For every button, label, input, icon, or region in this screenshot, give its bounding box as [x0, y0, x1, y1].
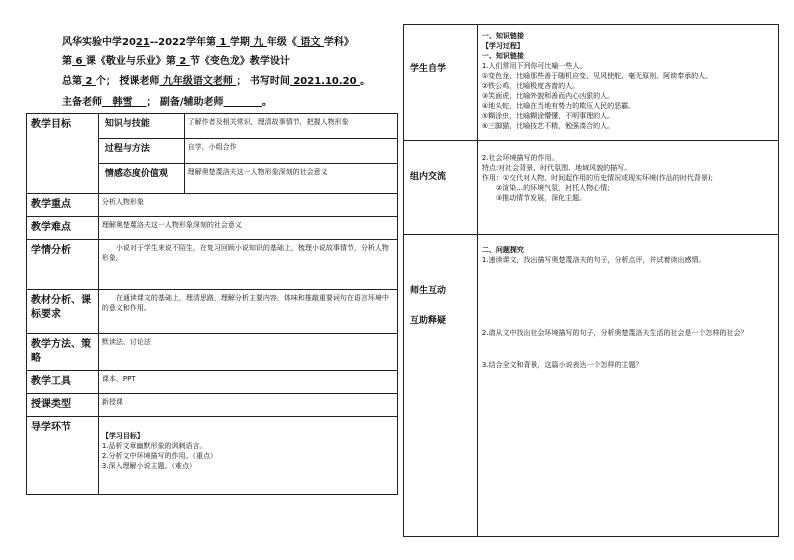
teaching-tool-label: 教学工具 — [27, 371, 99, 394]
goals-label: 教学目标 — [27, 114, 99, 194]
goal-attitude-text: 理解奥楚蔑洛夫这一人物形象深刻的社会意义 — [184, 164, 397, 194]
guide-item: 3.深入理解小说主题。（难点） — [101, 462, 197, 470]
self-line: ②铁公鸡，比喻极度吝啬的人。 — [481, 82, 580, 90]
goal-knowledge-label: 知识与技能 — [98, 114, 184, 139]
lesson-type-text: 新授课 — [98, 394, 397, 417]
group-exchange-label-text: 组内交流 — [410, 172, 447, 182]
grade-suffix: 年级《 — [266, 37, 297, 48]
interaction-label — [404, 235, 478, 537]
lesson-title: 节《变色龙》教学设计 — [189, 56, 290, 67]
learner-analysis-label: 学情分析 — [27, 240, 99, 290]
unit-title: 课《敬业与乐业》第 — [85, 56, 176, 67]
interaction-line: 二、问题探究 — [481, 246, 524, 254]
lesson-plan-table-left — [26, 113, 398, 495]
main-teacher-prefix: 主备老师 — [62, 97, 102, 108]
semester-suffix: 学期 — [229, 37, 250, 48]
goal-process-label: 过程与方法 — [98, 139, 184, 164]
assist-teacher-prefix: ； 副备/辅助老师 — [146, 97, 224, 108]
self-line: ③笑面虎，比喻外貌和善而内心凶狠的人。 — [481, 92, 615, 100]
self-study-label-text: 学生自学 — [410, 64, 447, 74]
semester-field: 1 — [215, 37, 230, 48]
self-line: 【学习过程】 — [481, 42, 524, 50]
year-prefix: 20 — [122, 37, 136, 48]
school-name: 风华实验中学 — [62, 37, 122, 48]
self-line: ⑤糊涂虫，比喻糊涂懵懂，不明事理的人。 — [481, 112, 615, 120]
total-prefix: 总第 — [62, 76, 82, 87]
date-suffix: 。 — [360, 76, 371, 87]
header-line-2 — [62, 56, 290, 68]
interaction-label-line-1: 师生互动 — [410, 286, 447, 296]
self-study-content — [477, 25, 778, 141]
self-line: ①变色龙，比喻那些善于随机应变、见风使舵、毫无原则、阿谀奉承的人。 — [481, 72, 713, 80]
date-prefix: ； 书写时间 — [236, 76, 290, 87]
group-exchange-content — [477, 141, 778, 235]
self-line: ④地头蛇，比喻在当地有势力的欺压人民的恶霸。 — [481, 102, 636, 110]
main-teacher-field: 韩雪 — [102, 97, 147, 108]
interaction-content — [477, 235, 778, 537]
group-line: 特点:对社会背景、时代氛围、地域风貌的描写。 — [481, 164, 632, 172]
teaching-method-label: 教学方法、策略 — [27, 334, 99, 371]
lesson-field: 2 — [175, 56, 190, 67]
goal-attitude-label: 情感态度价值观 — [98, 164, 184, 194]
self-line: 一、知识链接 — [481, 32, 524, 40]
group-line: ③推动情节发展，深化主题。 — [481, 194, 587, 202]
total-field: 2 — [82, 76, 96, 87]
group-line: ②渲染…的环境气氛，衬托人物心情; — [481, 184, 610, 192]
group-line: 2.社会环境描写的作用。 — [481, 154, 559, 162]
subject-suffix: 学科》 — [323, 37, 354, 48]
year-field: 21 — [135, 37, 150, 48]
self-line: ⑥三脚猫，比喻技艺不精，勉强凑合的人。 — [481, 122, 615, 130]
key-point-label: 教学重点 — [27, 194, 99, 217]
lesson-plan-table-right — [403, 24, 779, 537]
interaction-line: 1.速读课文，找出描写奥楚蔑洛夫的句子，分析点评，并试着读出感情。 — [481, 256, 706, 264]
guide-item: 1.品析文章幽默形象的讽刺语言。 — [101, 442, 207, 450]
self-line: 一、知识链接 — [481, 52, 524, 60]
self-line: 1.人们常用下列你可比喻一些人。 — [481, 62, 587, 70]
teaching-method-text: 默读法、讨论法 — [98, 334, 397, 371]
guide-section-content — [98, 417, 397, 495]
guide-head: 【学习目标】 — [101, 432, 144, 440]
teacher-prefix: 个； 授课老师 — [95, 76, 160, 87]
header-line-4 — [62, 97, 272, 109]
learner-analysis-text: 小说对于学生来说不陌生，在复习回顾小说知识的基础上，梳理小说故事情节，分析人物形象。 — [98, 240, 397, 290]
header-line-1 — [62, 37, 354, 49]
guide-item: 2.分析文中环境描写的作用。（重点） — [101, 452, 218, 460]
unit-field: 6 — [72, 56, 86, 67]
goal-knowledge-text: 了解作者及相关常识，理清故事情节，把握人物形象 — [184, 114, 397, 139]
difficult-point-text: 理解奥楚蔑洛夫这一人物形象深刻的社会意义 — [98, 217, 397, 240]
group-line: 作用：①交代对人物、时间起作用的历史情况或现实环境(作品的时代背景); — [481, 174, 713, 182]
group-exchange-label — [404, 141, 478, 235]
material-analysis-text: 在通读课文的基础上，理清思路，理解分析主要内容，体味和推敲重要词句在语言环境中的意义和作用。 — [98, 290, 397, 334]
self-study-label — [404, 25, 478, 141]
assist-teacher-suffix: 。 — [261, 97, 272, 108]
unit-prefix: 第 — [62, 56, 72, 67]
guide-section-label: 导学环节 — [27, 417, 99, 495]
interaction-line: 2.请从文中找出社会环境描写的句子，分析奥楚蔑洛夫生活的社会是一个怎样的社会？ — [481, 329, 748, 337]
difficult-point-label: 教学难点 — [27, 217, 99, 240]
goal-process-text: 自学，小组合作 — [184, 139, 397, 164]
semester-prefix: 学年第 — [185, 37, 216, 48]
grade-field: 九 — [249, 37, 267, 48]
interaction-label-line-2: 互助释疑 — [410, 316, 447, 326]
date-field: 2021.10.20 — [289, 76, 361, 87]
key-point-text: 分析人物形象 — [98, 194, 397, 217]
subject-field: 语文 — [296, 37, 324, 48]
header-line-3 — [62, 76, 370, 88]
lesson-type-label: 授课类型 — [27, 394, 99, 417]
teacher-field: 九年级语文老师 — [159, 76, 237, 87]
assist-teacher-field — [224, 97, 262, 108]
interaction-line: 3.结合全文和背景，这篇小说表达一个怎样的主题？ — [481, 361, 643, 369]
material-analysis-label: 教材分析、课标要求 — [27, 290, 99, 334]
year-suffix: --2022 — [149, 37, 186, 48]
teaching-tool-text: 课本、PPT — [98, 371, 397, 394]
